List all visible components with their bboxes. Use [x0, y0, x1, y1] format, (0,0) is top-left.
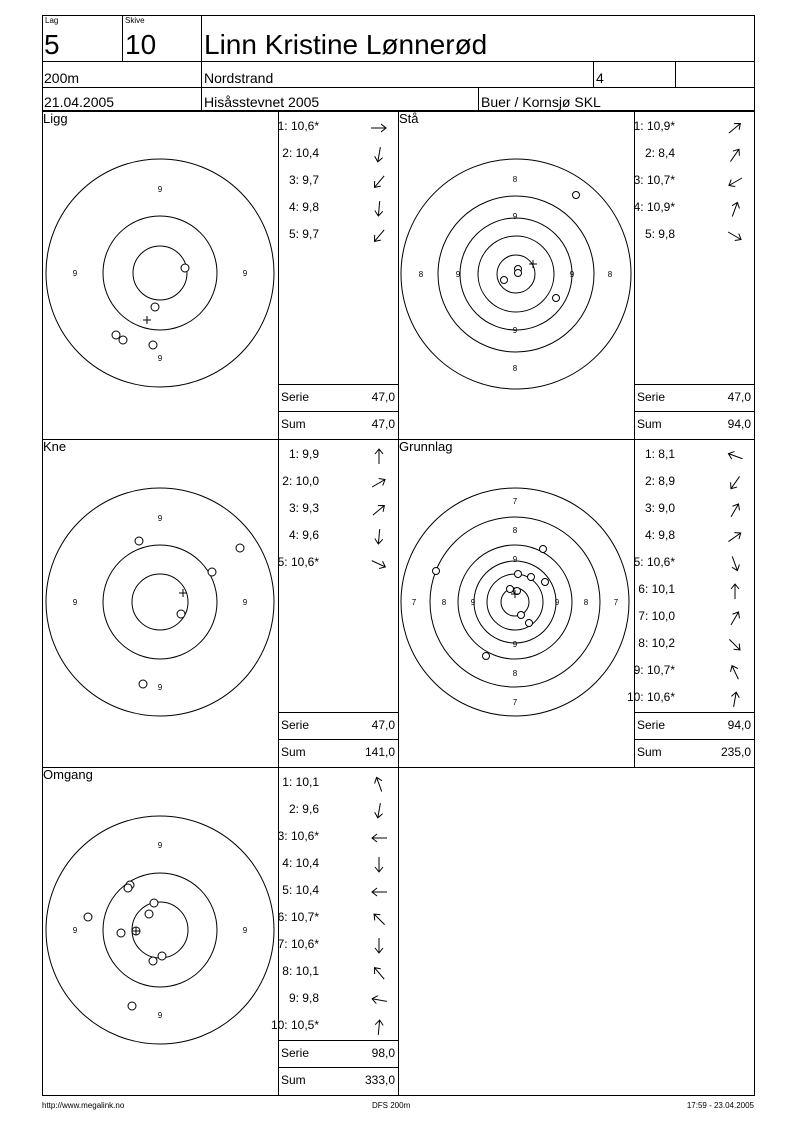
- lag-value: 5: [44, 29, 60, 60]
- direction-arrow: [369, 1017, 389, 1037]
- shot-hole: [119, 336, 127, 344]
- direction-arrow: [369, 473, 389, 493]
- shot-list: [626, 441, 753, 711]
- direction-arrow: [369, 199, 389, 219]
- direction-arrow: [369, 226, 389, 246]
- serie-value: 94,0: [727, 718, 751, 732]
- serie-value: 98,0: [371, 1046, 395, 1060]
- shot-hole: [177, 610, 185, 618]
- shot-row: [279, 937, 389, 959]
- direction-arrow: [369, 963, 389, 983]
- shot-row: [279, 474, 389, 496]
- shot-hole: [518, 612, 525, 619]
- shot-label: 5: 10,4: [282, 883, 319, 897]
- shot-hole: [181, 264, 189, 272]
- shot-hole: [501, 277, 508, 284]
- shot-label: 1: 8,1: [644, 447, 675, 461]
- shot-row: [626, 690, 745, 712]
- sum-value: 235,0: [720, 745, 751, 759]
- shot-label: 1: 10,9*: [633, 119, 675, 133]
- shot-hole: [526, 620, 533, 627]
- shot-label: 5: 10,6*: [277, 555, 319, 569]
- direction-arrow: [725, 500, 745, 520]
- direction-arrow: [369, 145, 389, 165]
- ring-label: 9: [157, 841, 163, 850]
- shot-label: 3: 9,0: [644, 501, 675, 515]
- serie-row: Serie 94,0: [637, 718, 751, 732]
- direction-arrow: [369, 936, 389, 956]
- target-ligg: [42, 111, 278, 439]
- direction-arrow: [725, 172, 745, 192]
- ring-label: 9: [470, 598, 476, 607]
- shot-hole: [158, 952, 166, 960]
- serie-row: Serie 47,0: [281, 718, 395, 732]
- direction-arrow: [369, 855, 389, 875]
- sum-value: 47,0: [371, 417, 395, 431]
- shot-label: 2: 10,0: [282, 474, 319, 488]
- shot-label: 1: 10,6*: [277, 119, 319, 133]
- ring-label: 9: [554, 598, 560, 607]
- shot-label: 9: 10,7*: [633, 663, 675, 677]
- shot-label: 2: 10,4: [282, 146, 319, 160]
- shot-row: [279, 802, 389, 824]
- target-omgang: [42, 767, 278, 1095]
- shot-row: [279, 528, 389, 550]
- ring-label: 9: [242, 926, 248, 935]
- serie-row: Serie 47,0: [637, 390, 751, 404]
- shot-label: 2: 9,6: [288, 802, 319, 816]
- sum-value: 94,0: [727, 417, 751, 431]
- shot-row: [635, 555, 745, 577]
- direction-arrow: [725, 635, 745, 655]
- shot-label: 1: 9,9: [288, 447, 319, 461]
- shot-row: [635, 447, 745, 469]
- ring-label: 9: [512, 640, 518, 649]
- direction-arrow: [725, 608, 745, 628]
- direction-arrow: [725, 527, 745, 547]
- ring-label: 9: [157, 354, 163, 363]
- direction-arrow: [369, 527, 389, 547]
- shot-row: [279, 856, 389, 878]
- direction-arrow: [369, 446, 389, 466]
- lag-label: Lag: [45, 16, 59, 25]
- target-grunnlag: [398, 439, 634, 767]
- ring-label: 8: [418, 270, 424, 279]
- center-mark: [143, 316, 151, 324]
- shot-label: 5: 9,8: [644, 227, 675, 241]
- sum-value: 333,0: [364, 1073, 395, 1087]
- direction-arrow: [725, 554, 745, 574]
- target-kne: [42, 439, 278, 767]
- shot-row: [279, 200, 389, 222]
- shot-hole: [124, 884, 132, 892]
- direction-arrow: [725, 145, 745, 165]
- ring-label: 8: [583, 598, 589, 607]
- shot-hole: [139, 680, 147, 688]
- shot-hole: [553, 295, 560, 302]
- shot-label: 3: 10,7*: [633, 173, 675, 187]
- shot-label: 3: 10,6*: [277, 829, 319, 843]
- direction-arrow: [725, 662, 745, 682]
- shot-label: 7: 10,6*: [277, 937, 319, 951]
- shot-list: [270, 769, 397, 1039]
- ring-label: 9: [512, 212, 518, 221]
- shot-row: [279, 227, 389, 249]
- shot-row: [279, 447, 389, 469]
- date: 21.04.2005: [44, 94, 115, 110]
- ring-label: 8: [512, 526, 518, 535]
- shot-row: [279, 146, 389, 168]
- ring-label: 9: [157, 514, 163, 523]
- skive-value: 10: [125, 29, 157, 60]
- target-staa: [398, 111, 634, 439]
- footer-url[interactable]: http://www.megalink.no: [42, 1101, 125, 1110]
- shot-label: 2: 8,9: [644, 474, 675, 488]
- shot-hole: [112, 331, 120, 339]
- shot-row: [279, 119, 389, 141]
- ring-label: 9: [72, 598, 78, 607]
- shot-hole: [528, 574, 535, 581]
- serie-value: 47,0: [727, 390, 751, 404]
- shot-hole: [542, 579, 549, 586]
- shot-row: [279, 555, 389, 577]
- shot-row: [279, 501, 389, 523]
- ring-label: 9: [157, 1011, 163, 1020]
- direction-arrow: [369, 990, 389, 1010]
- serie-value: 47,0: [371, 718, 395, 732]
- shot-row: [635, 227, 745, 249]
- shot-hole: [507, 586, 514, 593]
- shot-list: [635, 113, 753, 383]
- shot-hole: [236, 544, 244, 552]
- shot-label: 3: 9,3: [288, 501, 319, 515]
- event: Hisåsstevnet 2005: [204, 94, 320, 110]
- shot-hole: [149, 957, 157, 965]
- shot-label: 4: 10,9*: [633, 200, 675, 214]
- shot-label: 4: 10,4: [282, 856, 319, 870]
- direction-arrow: [369, 801, 389, 821]
- shot-row: [635, 528, 745, 550]
- skive-label: Skive: [125, 16, 145, 25]
- panel-title: Ligg: [43, 111, 68, 126]
- serie-row: Serie 47,0: [281, 390, 395, 404]
- ring-label: 9: [157, 185, 163, 194]
- klasse: 4: [596, 70, 604, 86]
- footer-program: DFS 200m: [372, 1101, 411, 1110]
- shot-label: 4: 9,8: [644, 528, 675, 542]
- direction-arrow: [725, 199, 745, 219]
- shot-label: 1: 10,1: [282, 775, 319, 789]
- shot-row: [279, 173, 389, 195]
- shot-hole: [135, 537, 143, 545]
- ring-label: 9: [569, 270, 575, 279]
- shot-row: [635, 119, 745, 141]
- shot-row: [279, 775, 389, 797]
- shot-hole: [149, 341, 157, 349]
- direction-arrow: [725, 226, 745, 246]
- shot-hole: [515, 270, 522, 277]
- shot-row: [270, 1018, 389, 1040]
- shot-label: 10: 10,5*: [270, 1018, 319, 1032]
- sum-row: Sum 235,0: [637, 745, 751, 759]
- shot-row: [279, 964, 389, 986]
- shot-label: 9: 9,8: [288, 991, 319, 1005]
- panel-title: Stå: [399, 111, 419, 126]
- direction-arrow: [725, 118, 745, 138]
- ring-label: 8: [441, 598, 447, 607]
- sum-row: Sum 47,0: [281, 417, 395, 431]
- ring-label: 9: [72, 926, 78, 935]
- direction-arrow: [725, 473, 745, 493]
- direction-arrow: [369, 882, 389, 902]
- ring-label: 8: [512, 175, 518, 184]
- shot-label: 6: 10,7*: [277, 910, 319, 924]
- shot-label: 5: 10,6*: [633, 555, 675, 569]
- direction-arrow: [725, 581, 745, 601]
- shot-list: [279, 441, 397, 711]
- shot-hole: [150, 899, 158, 907]
- ring-label: 9: [72, 269, 78, 278]
- ring-label: 9: [157, 683, 163, 692]
- serie-row: Serie 98,0: [281, 1046, 395, 1060]
- ring-label: 8: [512, 364, 518, 373]
- shot-row: [635, 609, 745, 631]
- shot-label: 2: 8,4: [644, 146, 675, 160]
- ring-label: 7: [512, 497, 518, 506]
- shot-label: 4: 9,6: [288, 528, 319, 542]
- shot-row: [635, 173, 745, 195]
- shot-row: [635, 636, 745, 658]
- shot-hole: [515, 571, 522, 578]
- shot-label: 10: 10,6*: [626, 690, 675, 704]
- ring-label: 9: [242, 269, 248, 278]
- shot-row: [635, 501, 745, 523]
- direction-arrow: [369, 774, 389, 794]
- ring-label: 9: [512, 326, 518, 335]
- shot-row: [279, 883, 389, 905]
- organizer: Buer / Kornsjø SKL: [481, 94, 601, 110]
- shot-hole: [573, 192, 580, 199]
- panel-title: Grunnlag: [399, 439, 453, 454]
- shot-hole: [145, 910, 153, 918]
- footer-timestamp: 17:59 - 23.04.2005: [686, 1101, 754, 1110]
- shot-row: [635, 200, 745, 222]
- shot-hole: [540, 546, 547, 553]
- ring-label: 7: [411, 598, 417, 607]
- sum-value: 141,0: [364, 745, 395, 759]
- ring-label: 9: [242, 598, 248, 607]
- direction-arrow: [369, 500, 389, 520]
- direction-arrow: [369, 118, 389, 138]
- shot-row: [279, 991, 389, 1013]
- direction-arrow: [725, 446, 745, 466]
- club: Nordstrand: [204, 70, 274, 86]
- shot-hole: [84, 913, 92, 921]
- ring-label: 7: [613, 598, 619, 607]
- ring-label: 8: [607, 270, 613, 279]
- shot-label: 6: 10,1: [638, 582, 675, 596]
- shot-row: [635, 663, 745, 685]
- shot-row: [635, 582, 745, 604]
- ring-label: 7: [512, 698, 518, 707]
- shot-hole: [128, 1002, 136, 1010]
- shot-label: 7: 10,0: [638, 609, 675, 623]
- sum-row: Sum 94,0: [637, 417, 751, 431]
- shot-label: 3: 9,7: [288, 173, 319, 187]
- shot-hole: [117, 929, 125, 937]
- direction-arrow: [369, 828, 389, 848]
- direction-arrow: [369, 172, 389, 192]
- direction-arrow: [369, 554, 389, 574]
- shot-hole: [433, 568, 440, 575]
- shot-row: [279, 829, 389, 851]
- panel-title: Kne: [43, 439, 67, 454]
- shot-label: 8: 10,1: [282, 964, 319, 978]
- shot-row: [279, 910, 389, 932]
- shot-hole: [208, 568, 216, 576]
- ring-label: 9: [455, 270, 461, 279]
- shooter-name: Linn Kristine Lønnerød: [204, 29, 488, 60]
- serie-value: 47,0: [371, 390, 395, 404]
- sum-row: Sum 333,0: [281, 1073, 395, 1087]
- shot-hole: [151, 303, 159, 311]
- shot-label: 4: 9,8: [288, 200, 319, 214]
- panel-title: Omgang: [43, 767, 93, 782]
- ring-label: 8: [512, 669, 518, 678]
- shot-row: [635, 474, 745, 496]
- shot-label: 8: 10,2: [638, 636, 675, 650]
- shot-hole: [483, 653, 490, 660]
- sum-row: Sum 141,0: [281, 745, 395, 759]
- shot-label: 5: 9,7: [288, 227, 319, 241]
- shot-list: [279, 113, 397, 383]
- direction-arrow: [369, 909, 389, 929]
- shot-row: [635, 146, 745, 168]
- ring-label: 9: [512, 555, 518, 564]
- distance: 200m: [44, 70, 80, 86]
- direction-arrow: [725, 689, 745, 709]
